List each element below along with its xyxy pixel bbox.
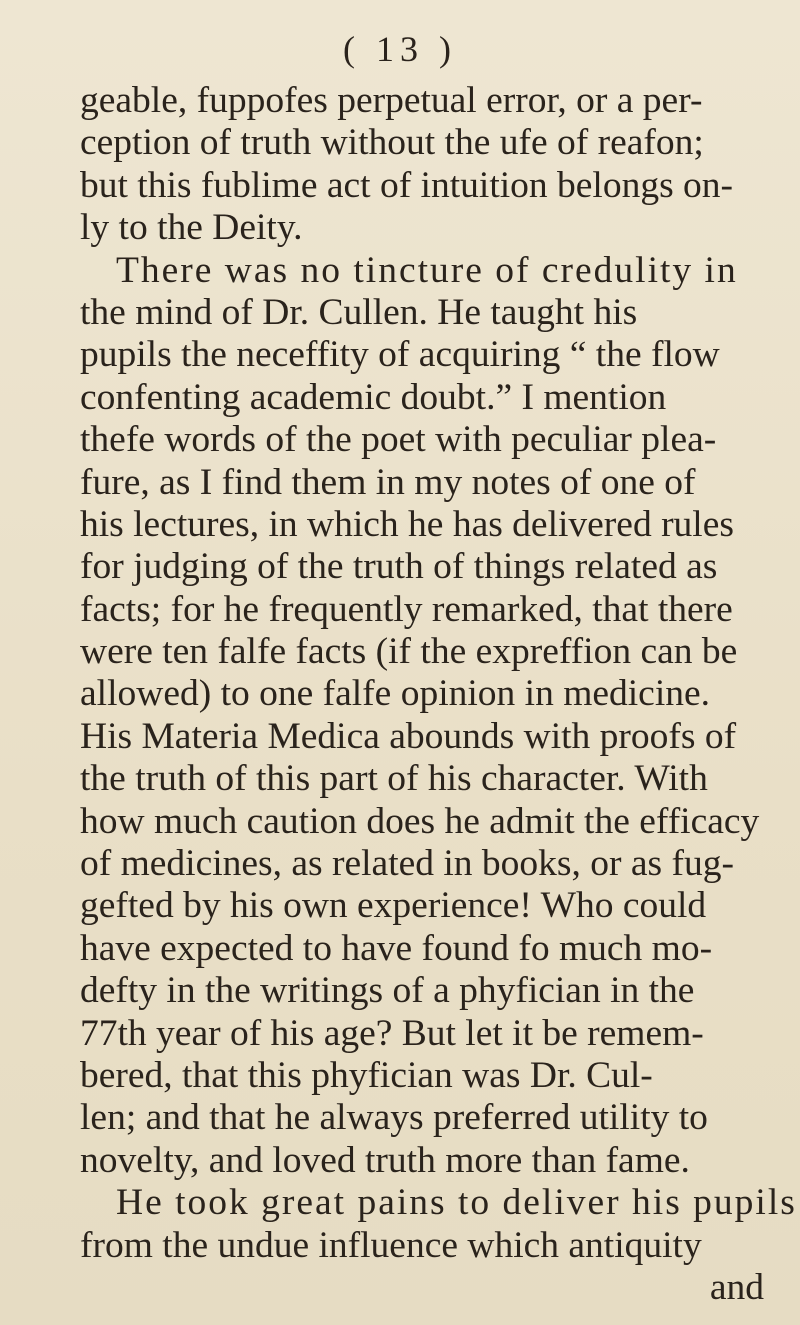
text-line: but this fublime act of intuition belongs on- [80,164,734,206]
text-line: His Materia Medica abounds with proofs of [80,715,737,757]
text-line: confenting academic doubt.” I mention [80,376,667,418]
text-line: ly to the Deity. [80,207,303,249]
text-line: for judging of the truth of things related as [80,546,718,588]
text-line: bered, that this phyfician was Dr. Cul- [80,1054,653,1096]
page-number: ( 13 ) [343,29,457,69]
body-text [80,80,797,1309]
text-line: the mind of Dr. Cullen. He taught his [80,291,638,333]
text-line: geable, fuppofes perpetual error, or a per- [80,80,703,121]
text-line: of medicines, as related in books, or as fug- [80,843,734,885]
text-line: pupils the neceffity of acquiring “ the flow [80,334,720,376]
paragraph-start-line: He took great pains to deliver his pupils [116,1182,797,1224]
text-line: his lectures, in which he has delivered rules [80,503,734,545]
text-line: from the undue influence which antiquity [80,1224,702,1266]
text-line: facts; for he frequently remarked, that there [80,588,733,630]
text-line: ception of truth without the ufe of reafon; [80,122,704,164]
catchword: and [709,1266,764,1308]
text-line: gefted by his own experience! Who could [80,885,707,927]
text-line: have expected to have found fo much mo- [80,927,713,969]
text-line: fure, as I find them in my notes of one of [80,461,696,503]
text-line: the truth of this part of his character. With [80,758,708,800]
text-line: how much caution does he admit the efficacy [80,800,760,842]
text-line: thefe words of the poet with peculiar plea- [80,419,717,461]
text-line: defty in the writings of a phyfician in the [80,970,695,1012]
text-line: allowed) to one falfe opinion in medicine. [80,673,711,715]
text-line: were ten falfe facts (if the expreffion can be [80,631,738,673]
paragraph-start-line: There was no tincture of credulity in [116,249,738,291]
text-line: len; and that he always preferred utility to [80,1097,708,1139]
text-line: novelty, and loved truth more than fame. [80,1139,690,1181]
text-line: 77th year of his age? But let it be remem- [80,1012,704,1054]
